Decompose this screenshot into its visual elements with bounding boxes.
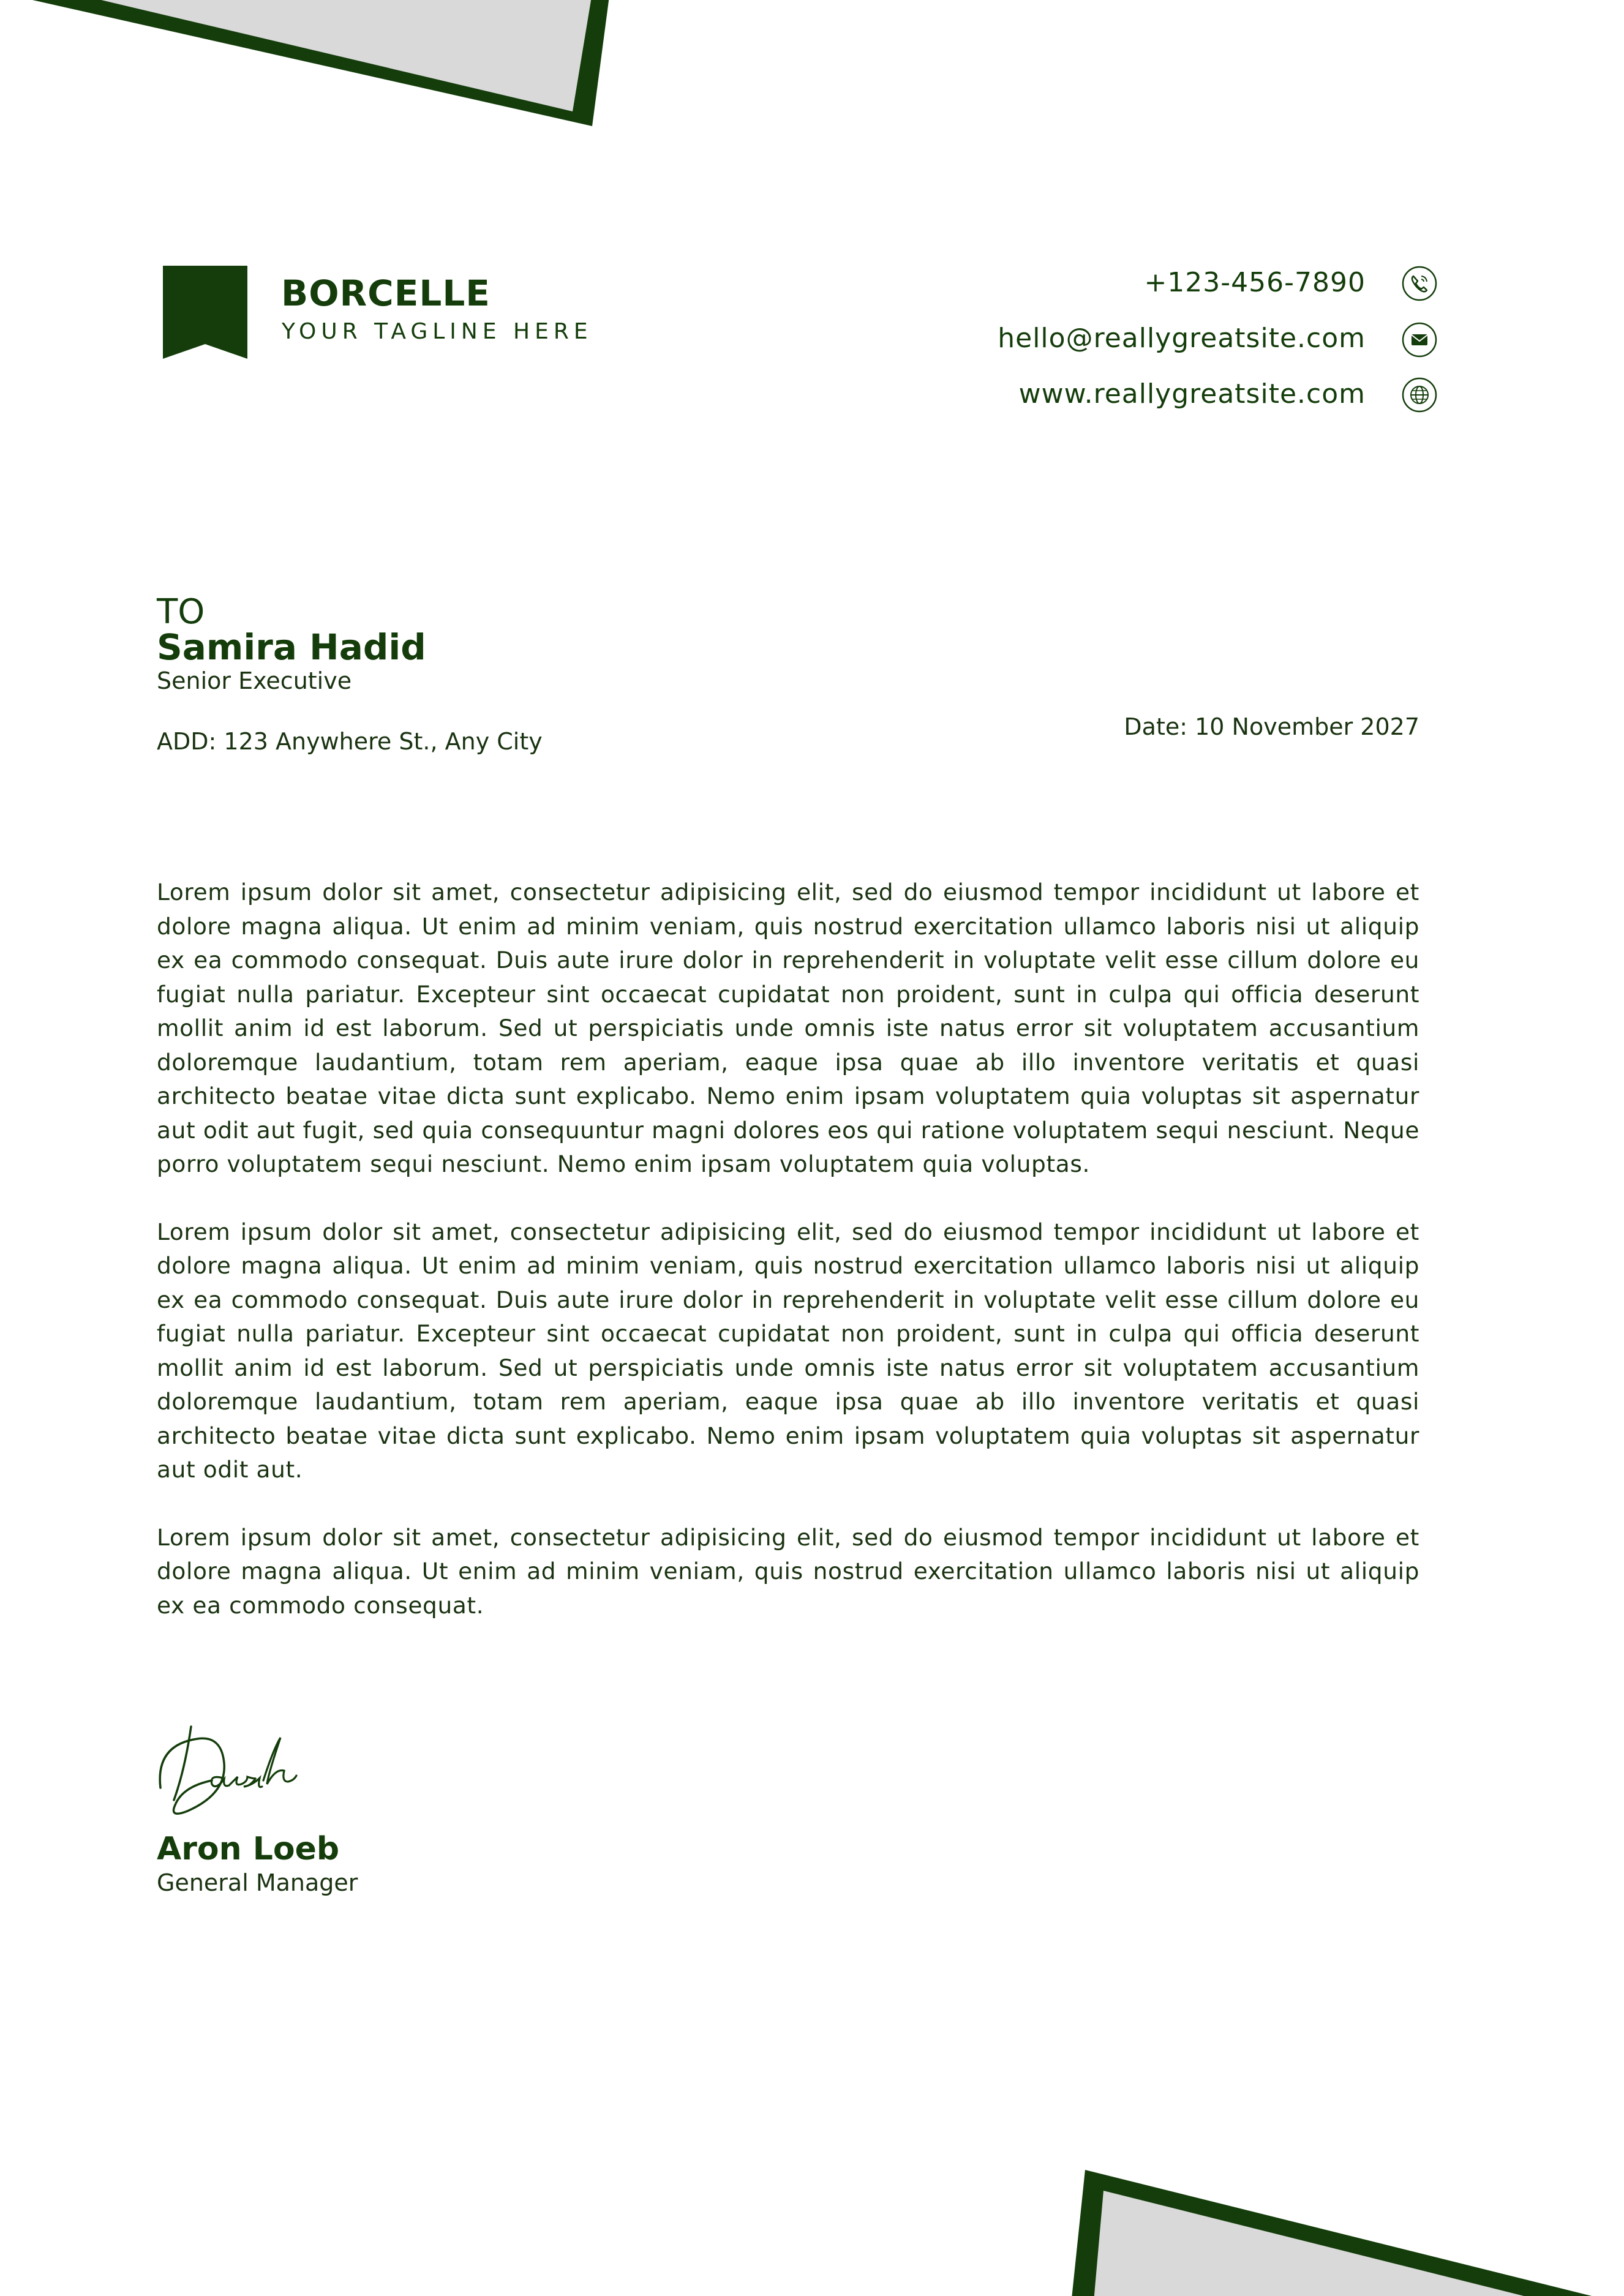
top-left-panel [0,0,603,111]
phone-icon [1402,266,1437,301]
contact-website[interactable]: www.reallygreatsite.com [1018,378,1366,410]
brand-name: BORCELLE [281,272,491,314]
bottom-right-panel [1089,2191,1624,2296]
bookmark-icon [163,266,247,359]
letter-date: Date: 10 November 2027 [1124,713,1419,740]
brand-tagline: YOUR TAGLINE HERE [282,319,593,344]
contact-email[interactable]: hello@reallygreatsite.com [998,323,1366,354]
signer-title: General Manager [157,1869,358,1896]
contact-phone[interactable]: +123-456-7890 [1144,267,1366,298]
recipient-address: ADD: 123 Anywhere St., Any City [157,728,543,755]
to-label: TO [157,592,205,632]
top-left-frame [0,0,618,126]
body-paragraph: Lorem ipsum dolor sit amet, consectetur adipisicing elit, sed do eiusmod tempor incididunt ut labore et dolore magna aliqua. Ut enim ad minim veniam, quis nostrud exercitation ullamco laboris nisi ut aliquip ex ea commodo consequat. [157,1523,1419,1619]
body-paragraph: Lorem ipsum dolor sit amet, consectetur adipisicing elit, sed do eiusmod tempor incididunt ut labore et dolore magna aliqua. Ut enim ad minim veniam, quis nostrud exercitation ullamco laboris nisi ut aliquip ex ea commodo consequat. Duis aute irure dolor in reprehenderit in voluptate velit esse cillum dolore eu fugiat nulla pariatur. Excepteur sint occaecat cupidatat non proident, sunt in culpa qui officia deserunt mollit anim id est laborum. Sed ut perspiciatis unde omnis iste natus error sit voluptatem accusantium doloremque laudantium, totam rem aperiam, eaque ipsa quae ab illo inventore veritatis et quasi architecto beatae vitae dicta sunt explicabo. Nemo enim ipsam voluptatem quia voluptas sit aspernatur aut odit aut. [157,1218,1419,1483]
recipient-title: Senior Executive [157,667,352,694]
globe-icon [1402,377,1437,413]
bottom-right-frame [1066,2170,1624,2296]
body-paragraph: Lorem ipsum dolor sit amet, consectetur adipisicing elit, sed do eiusmod tempor incididunt ut labore et dolore magna aliqua. Ut enim ad minim veniam, quis nostrud exercitation ullamco laboris nisi ut aliquip ex ea commodo consequat. Duis aute irure dolor in reprehenderit in voluptate velit esse cillum dolore eu fugiat nulla pariatur. Excepteur sint occaecat cupidatat non proident, sunt in culpa qui officia deserunt mollit anim id est laborum. Sed ut perspiciatis unde omnis iste natus error sit voluptatem accusantium doloremque laudantium, totam rem aperiam, eaque ipsa quae ab illo inventore veritatis et quasi architecto beatae vitae dicta sunt explicabo. Nemo enim ipsam voluptatem quia voluptas sit aspernatur aut odit aut fugit, sed quia consequuntur magni dolores eos qui ratione voluptatem sequi nesciunt. Neque porro voluptatem sequi nesciunt. Nemo enim ipsam voluptatem quia voluptas. [157,879,1419,1177]
signer-name: Aron Loeb [157,1831,340,1867]
signature-image [154,1714,326,1818]
letter-body [157,876,1419,1656]
recipient-name: Samira Hadid [157,626,426,668]
mail-icon [1402,322,1437,358]
